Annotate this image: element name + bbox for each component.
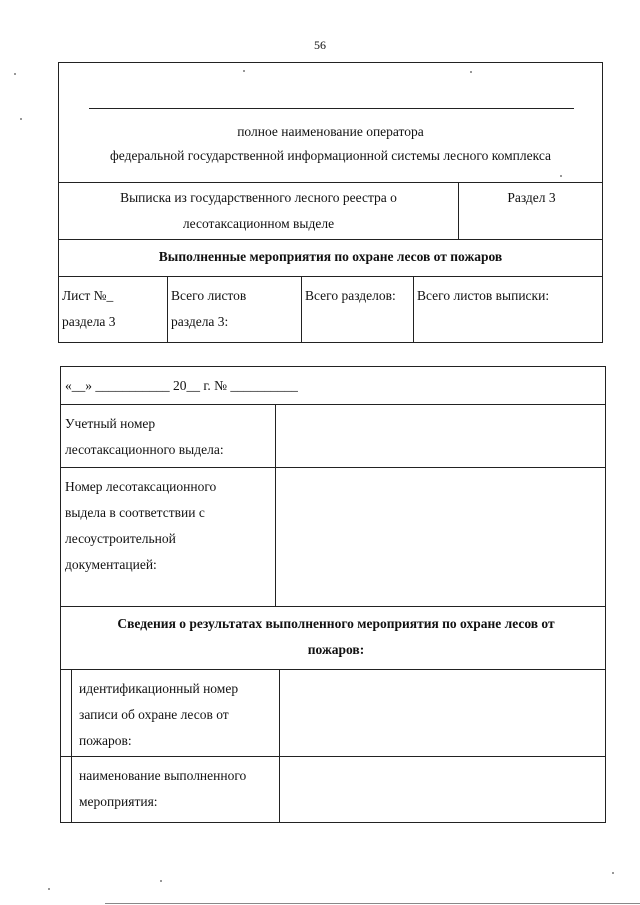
sheet-number-line2: раздела 3	[62, 314, 116, 329]
account-number-label-line2: лесотаксационного выдела:	[65, 442, 224, 457]
sheet-counts-row	[59, 276, 602, 342]
results-heading-line1: Сведения о результатах выполненного мероприятия по охране лесов от	[117, 616, 555, 631]
plot-number-label-line3: лесоустроительной	[65, 531, 176, 546]
record-id-row	[61, 669, 605, 756]
record-id-value[interactable]	[279, 670, 605, 756]
plot-number-row	[61, 467, 605, 606]
total-sheets-line2: раздела 3:	[171, 314, 229, 329]
operator-name-blank-line	[89, 108, 574, 109]
date-number-row[interactable]	[61, 367, 605, 404]
results-heading-line2: пожаров:	[307, 642, 365, 657]
scan-speck	[48, 888, 50, 890]
scan-speck	[243, 70, 245, 72]
total-extract-sheets-label: Всего листов выписки:	[417, 288, 550, 303]
activities-heading: Выполненные мероприятия по охране лесов от пожаров	[158, 249, 503, 264]
scan-edge-line	[105, 903, 640, 904]
extract-title	[59, 185, 458, 237]
record-table	[60, 366, 606, 823]
operator-caption-line2: федеральной государственной информационной системы лесного комплекса	[110, 148, 551, 163]
activity-name-row	[61, 756, 605, 823]
results-heading	[81, 611, 591, 663]
total-sections-label: Всего разделов:	[305, 288, 396, 303]
total-sections-cell[interactable]	[301, 277, 413, 342]
total-extract-sheets-cell[interactable]	[413, 277, 602, 342]
activity-name-label	[71, 757, 279, 823]
record-id-label-line1: идентификационный номер	[79, 681, 239, 696]
total-sheets-line1: Всего листов	[171, 288, 247, 303]
record-id-label-line3: пожаров:	[79, 733, 132, 748]
activities-heading-row	[59, 239, 602, 276]
extract-header-table	[58, 62, 603, 343]
scan-speck	[612, 872, 614, 874]
extract-title-line2: лесотаксационном выделе	[182, 216, 335, 231]
scan-speck	[560, 175, 562, 177]
record-id-label	[71, 670, 279, 756]
activity-name-label-line2: мероприятия:	[79, 794, 158, 809]
account-number-label	[61, 405, 275, 467]
total-sheets-cell[interactable]	[167, 277, 301, 342]
sheet-number-line1: Лист №_	[62, 288, 114, 303]
extract-title-line1: Выписка из государственного лесного реестра о	[120, 190, 397, 205]
page-number: 56	[314, 38, 326, 52]
operator-block	[59, 63, 602, 182]
plot-number-label-line4: документацией:	[65, 557, 157, 572]
scan-speck	[20, 118, 22, 120]
date-number-line: «__» ___________ 20__ г. № __________	[65, 378, 298, 393]
scan-speck	[160, 880, 162, 882]
plot-number-label-line2: выдела в соответствии с	[65, 505, 205, 520]
extract-title-row	[59, 182, 602, 239]
operator-caption-line1: полное наименование оператора	[237, 124, 424, 139]
scan-speck	[470, 71, 472, 73]
plot-number-value[interactable]	[275, 468, 605, 606]
account-number-row	[61, 404, 605, 467]
plot-number-label	[61, 468, 275, 606]
record-id-label-line2: записи об охране лесов от	[79, 707, 229, 722]
section-label: Раздел 3	[507, 190, 556, 205]
account-number-label-line1: Учетный номер	[65, 416, 156, 431]
plot-number-label-line1: Номер лесотаксационного	[65, 479, 217, 494]
sheet-number-cell[interactable]	[59, 277, 167, 342]
results-heading-row	[61, 606, 605, 669]
activity-name-value[interactable]	[279, 757, 605, 823]
account-number-value[interactable]	[275, 405, 605, 467]
activity-name-label-line1: наименование выполненного	[79, 768, 247, 783]
scan-speck	[14, 73, 16, 75]
